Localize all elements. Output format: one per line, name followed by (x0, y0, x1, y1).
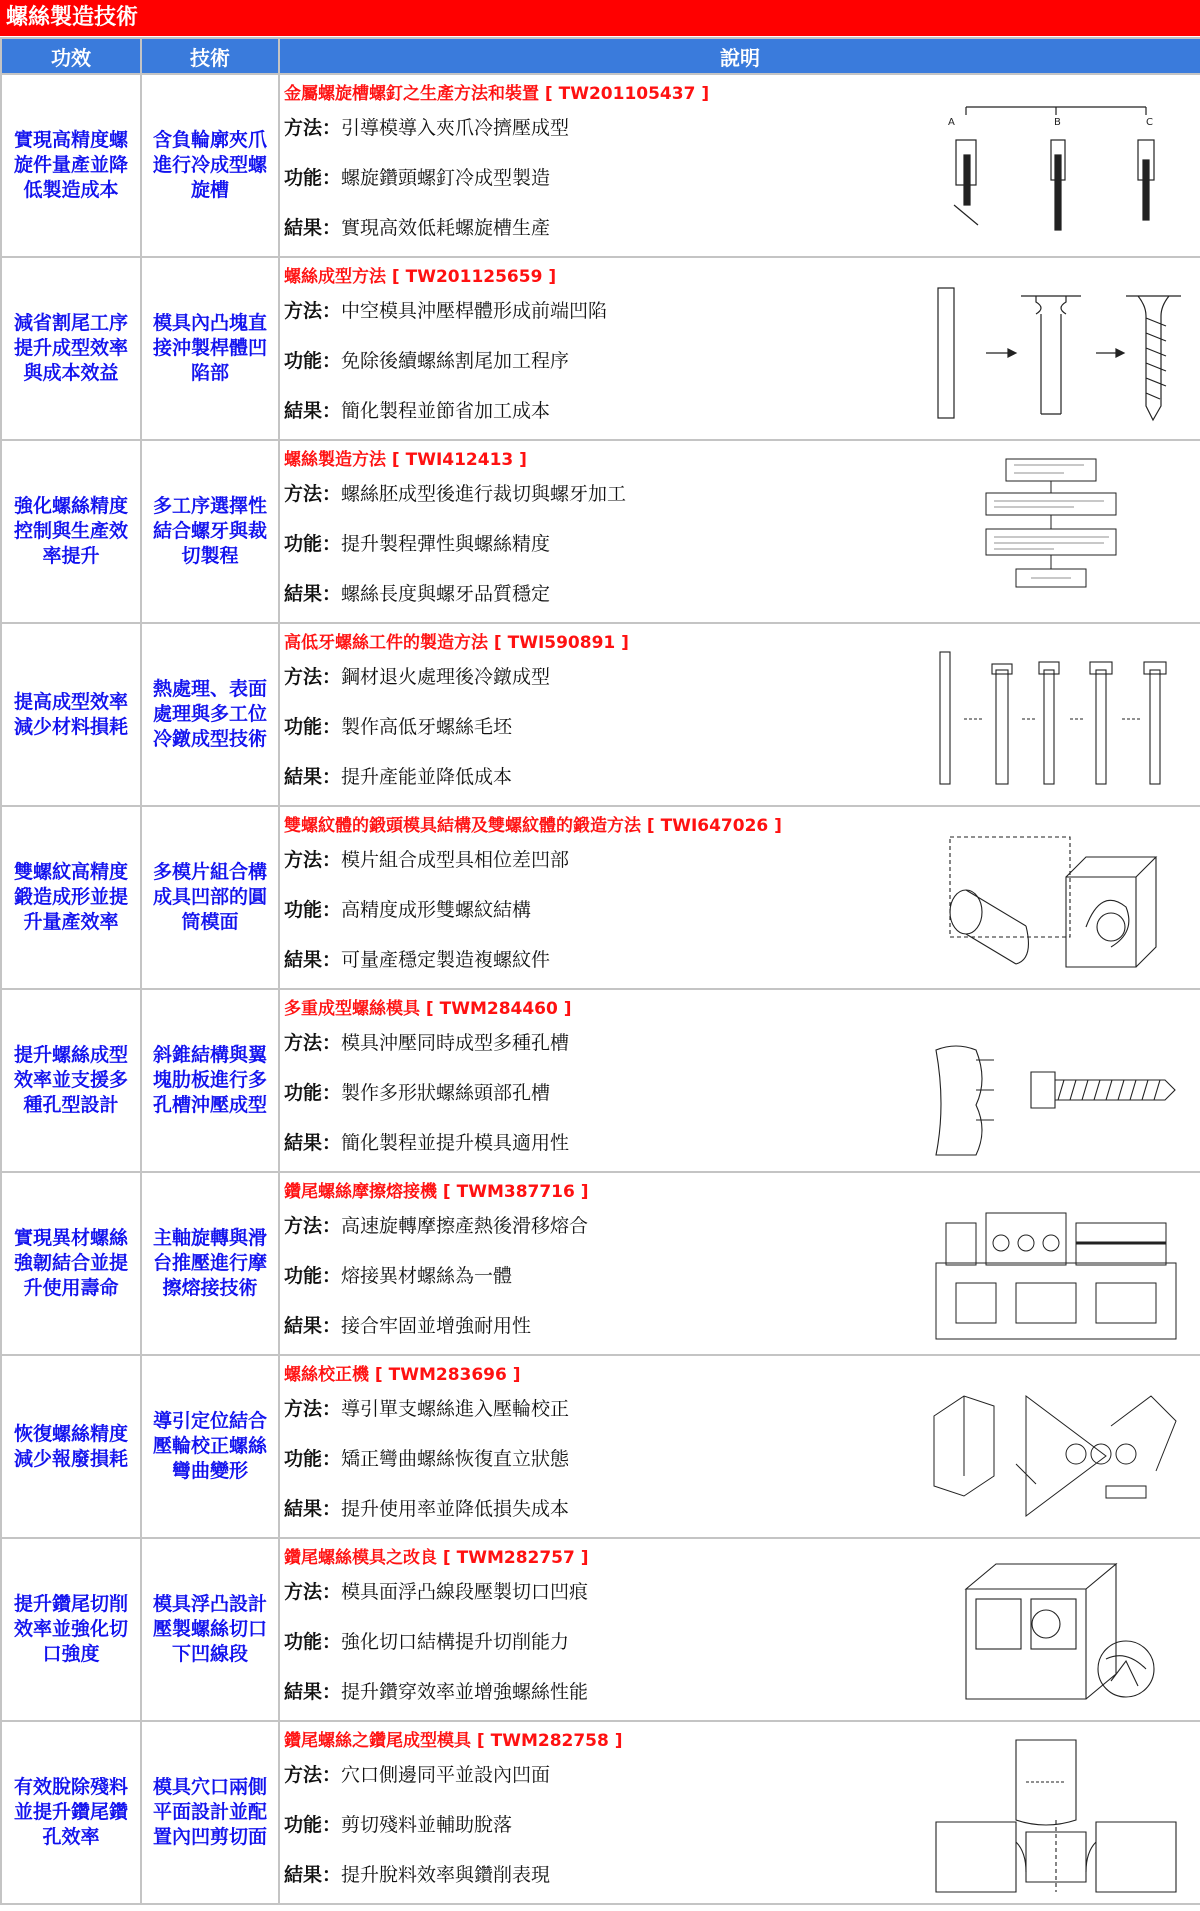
function-text: 剪切殘料並輔助脫落 (341, 1814, 513, 1836)
tech-cell: 斜錐結構與翼塊肋板進行多孔槽沖壓成型 (141, 989, 279, 1172)
result-text: 可量產穩定製造複螺紋件 (341, 949, 551, 971)
table-row (1, 1538, 1200, 1721)
description-cell (279, 623, 1200, 806)
table-row (1, 989, 1200, 1172)
function-label: 功能： (284, 1082, 342, 1104)
method-label: 方法： (284, 483, 342, 505)
method-line (284, 479, 626, 506)
function-line (284, 712, 512, 739)
result-label: 結果： (284, 1315, 342, 1337)
forging-die-diagram (926, 817, 1186, 979)
effect-cell: 實現異材螺絲強韌結合並提升使用壽命 (1, 1172, 141, 1355)
method-line (284, 1211, 588, 1238)
header-desc: 說明 (279, 38, 1200, 74)
function-line (284, 529, 550, 556)
function-line (284, 163, 550, 190)
result-label: 結果： (284, 400, 342, 422)
description-cell (279, 1172, 1200, 1355)
tech-cell: 多模片組合構成具凹部的圓筒模面 (141, 806, 279, 989)
straightening-machine-diagram (926, 1366, 1186, 1528)
svg-text:A: A (948, 117, 955, 128)
result-text: 簡化製程並提升模具適用性 (341, 1132, 570, 1154)
patent-title: 雙螺紋體的鍛頭模具結構及雙螺紋體的鍛造方法 [ TWI647026 ] (284, 816, 782, 836)
method-label: 方法： (284, 1215, 342, 1237)
result-text: 提升脫料效率與鑽削表現 (341, 1864, 551, 1886)
header-effect: 功效 (1, 38, 141, 74)
method-text: 模具面浮凸線段壓製切口凹痕 (341, 1581, 589, 1603)
effect-cell: 有效脫除殘料並提升鑽尾鑽孔效率 (1, 1721, 141, 1904)
method-text: 鋼材退火處理後冷鐓成型 (341, 666, 551, 688)
page-title: 螺絲製造技術 (0, 0, 1200, 36)
description-cell (279, 257, 1200, 440)
result-label: 結果： (284, 1864, 342, 1886)
svg-text:B: B (1054, 117, 1061, 128)
function-label: 功能： (284, 533, 342, 555)
table-row (1, 1721, 1200, 1904)
process-flowchart (926, 451, 1186, 613)
function-label: 功能： (284, 1265, 342, 1287)
description-cell (279, 1355, 1200, 1538)
method-label: 方法： (284, 300, 342, 322)
table-row (1, 257, 1200, 440)
method-text: 高速旋轉摩擦產熱後滑移熔合 (341, 1215, 589, 1237)
table-row (1, 440, 1200, 623)
method-label: 方法： (284, 117, 342, 139)
description-cell (279, 806, 1200, 989)
method-line (284, 1760, 550, 1787)
screw-forming-steps-diagram (926, 268, 1186, 430)
function-text: 製作多形狀螺絲頭部孔槽 (341, 1082, 551, 1104)
effect-cell: 雙螺紋高精度鍛造成形並提升量產效率 (1, 806, 141, 989)
function-label: 功能： (284, 1814, 342, 1836)
method-line (284, 1394, 569, 1421)
method-label: 方法： (284, 849, 342, 871)
description-cell (279, 1538, 1200, 1721)
result-text: 提升鑽穿效率並增強螺絲性能 (341, 1681, 589, 1703)
description-cell (279, 74, 1200, 257)
method-text: 導引單支螺絲進入壓輪校正 (341, 1398, 570, 1420)
function-line (284, 346, 569, 373)
patent-title: 金屬螺旋槽螺釘之生產方法和裝置 [ TW201105437 ] (284, 84, 710, 104)
function-line (284, 1627, 569, 1654)
function-label: 功能： (284, 350, 342, 372)
function-label: 功能： (284, 899, 342, 921)
result-text: 實現高效低耗螺旋槽生產 (341, 217, 551, 239)
function-text: 強化切口結構提升切削能力 (341, 1631, 570, 1653)
function-text: 製作高低牙螺絲毛坯 (341, 716, 513, 738)
result-line (284, 945, 550, 972)
effect-cell: 實現高精度螺旋件量產並降低製造成本 (1, 74, 141, 257)
effect-cell: 強化螺絲精度控制與生產效率提升 (1, 440, 141, 623)
tech-cell: 主軸旋轉與滑台推壓進行摩擦熔接技術 (141, 1172, 279, 1355)
method-line (284, 1028, 569, 1055)
method-text: 穴口側邊同平並設內凹面 (341, 1764, 551, 1786)
method-label: 方法： (284, 1398, 342, 1420)
tech-cell: 導引定位結合壓輪校正螺絲彎曲變形 (141, 1355, 279, 1538)
result-label: 結果： (284, 1681, 342, 1703)
screw-forming-die-diagram (926, 85, 1186, 247)
result-label: 結果： (284, 766, 342, 788)
function-text: 免除後續螺絲割尾加工程序 (341, 350, 570, 372)
table-header-row (1, 38, 1200, 74)
method-text: 螺絲胚成型後進行裁切與螺牙加工 (341, 483, 627, 505)
screw-die-diagram (926, 1000, 1186, 1162)
method-label: 方法： (284, 1764, 342, 1786)
method-line (284, 296, 607, 323)
cold-heading-stages-diagram (926, 634, 1186, 796)
result-text: 簡化製程並節省加工成本 (341, 400, 551, 422)
method-label: 方法： (284, 666, 342, 688)
effect-cell: 恢復螺絲精度減少報廢損耗 (1, 1355, 141, 1538)
result-line (284, 1860, 550, 1887)
result-line (284, 1494, 569, 1521)
table-row (1, 806, 1200, 989)
result-line (284, 579, 550, 606)
function-text: 熔接異材螺絲為一體 (341, 1265, 513, 1287)
function-line (284, 1078, 550, 1105)
result-label: 結果： (284, 1498, 342, 1520)
result-line (284, 396, 550, 423)
patent-title: 鑽尾螺絲摩擦熔接機 [ TWM387716 ] (284, 1182, 589, 1202)
patent-title: 鑽尾螺絲之鑽尾成型模具 [ TWM282758 ] (284, 1731, 623, 1751)
patent-title: 螺絲成型方法 [ TW201125659 ] (284, 267, 557, 287)
function-label: 功能： (284, 1448, 342, 1470)
method-text: 模具沖壓同時成型多種孔槽 (341, 1032, 570, 1054)
function-text: 矯正彎曲螺絲恢復直立狀態 (341, 1448, 570, 1470)
technology-table (0, 37, 1200, 1905)
patent-title: 高低牙螺絲工件的製造方法 [ TWI590891 ] (284, 633, 629, 653)
table-row (1, 623, 1200, 806)
tech-cell: 模具穴口兩側平面設計並配置內凹剪切面 (141, 1721, 279, 1904)
method-text: 模片組合成型具相位差凹部 (341, 849, 570, 871)
function-line (284, 1810, 512, 1837)
result-line (284, 762, 512, 789)
effect-cell: 減省割尾工序提升成型效率與成本效益 (1, 257, 141, 440)
tech-cell: 模具浮凸設計壓製螺絲切口下凹線段 (141, 1538, 279, 1721)
shearing-die-diagram (926, 1732, 1186, 1894)
method-line (284, 113, 569, 140)
patent-title: 螺絲校正機 [ TWM283696 ] (284, 1365, 521, 1385)
header-tech: 技術 (141, 38, 279, 74)
description-cell (279, 1721, 1200, 1904)
friction-welding-machine-diagram (926, 1183, 1186, 1345)
method-line (284, 1577, 588, 1604)
method-line (284, 845, 569, 872)
table-row (1, 1172, 1200, 1355)
drill-tail-die-diagram (926, 1549, 1186, 1711)
table-row (1, 1355, 1200, 1538)
result-label: 結果： (284, 1132, 342, 1154)
patent-title: 螺絲製造方法 [ TWI412413 ] (284, 450, 527, 470)
function-line (284, 1261, 512, 1288)
function-label: 功能： (284, 167, 342, 189)
function-text: 高精度成形雙螺紋結構 (341, 899, 532, 921)
result-label: 結果： (284, 949, 342, 971)
patent-title: 鑽尾螺絲模具之改良 [ TWM282757 ] (284, 1548, 589, 1568)
result-line (284, 1128, 569, 1155)
table-row (1, 74, 1200, 257)
result-text: 接合牢固並增強耐用性 (341, 1315, 532, 1337)
method-text: 中空模具沖壓桿體形成前端凹陷 (341, 300, 608, 322)
tech-cell: 多工序選擇性結合螺牙與裁切製程 (141, 440, 279, 623)
description-cell (279, 440, 1200, 623)
effect-cell: 提升鑽尾切削效率並強化切口強度 (1, 1538, 141, 1721)
result-text: 螺絲長度與螺牙品質穩定 (341, 583, 551, 605)
method-line (284, 662, 550, 689)
function-line (284, 1444, 569, 1471)
tech-cell: 模具內凸塊直接沖製桿體凹陷部 (141, 257, 279, 440)
effect-cell: 提升螺絲成型效率並支援多種孔型設計 (1, 989, 141, 1172)
result-text: 提升產能並降低成本 (341, 766, 513, 788)
tech-cell: 含負輪廓夾爪進行冷成型螺旋槽 (141, 74, 279, 257)
result-label: 結果： (284, 217, 342, 239)
method-label: 方法： (284, 1581, 342, 1603)
effect-cell: 提高成型效率減少材料損耗 (1, 623, 141, 806)
result-line (284, 1311, 531, 1338)
description-cell (279, 989, 1200, 1172)
result-line (284, 1677, 588, 1704)
result-label: 結果： (284, 583, 342, 605)
function-text: 提升製程彈性與螺絲精度 (341, 533, 551, 555)
result-text: 提升使用率並降低損失成本 (341, 1498, 570, 1520)
result-line (284, 213, 550, 240)
method-label: 方法： (284, 1032, 342, 1054)
svg-text:C: C (1146, 117, 1153, 128)
function-text: 螺旋鑽頭螺釘冷成型製造 (341, 167, 551, 189)
tech-cell: 熱處理、表面處理與多工位冷鐓成型技術 (141, 623, 279, 806)
method-text: 引導模導入夾爪冷擠壓成型 (341, 117, 570, 139)
function-label: 功能： (284, 1631, 342, 1653)
patent-title: 多重成型螺絲模具 [ TWM284460 ] (284, 999, 572, 1019)
function-line (284, 895, 531, 922)
function-label: 功能： (284, 716, 342, 738)
